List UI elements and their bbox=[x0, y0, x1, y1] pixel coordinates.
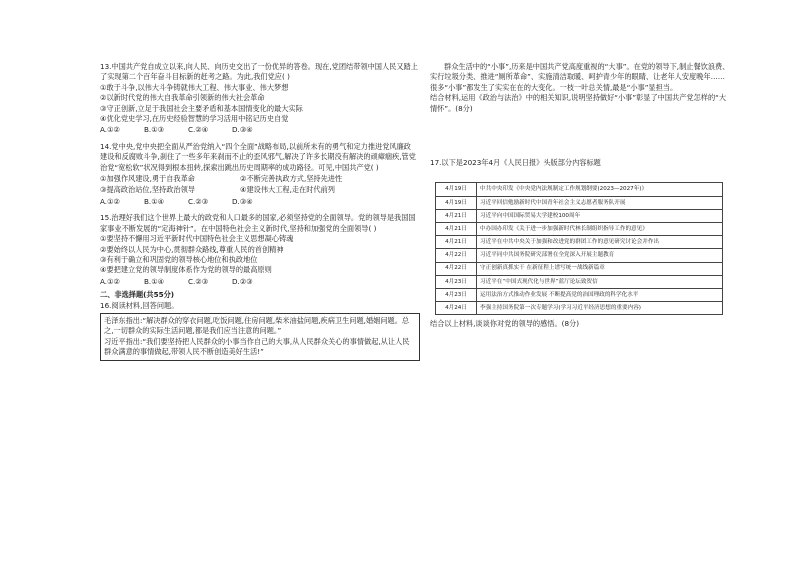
headline-title: 习近平向中国国际贸易大学建校100周年 bbox=[477, 209, 723, 222]
q14-choice-d: D.③④ bbox=[232, 196, 253, 206]
q14-options-row1 bbox=[100, 174, 418, 184]
q14-option-1: ①加强作风建设,勇于自我革命 bbox=[100, 174, 195, 184]
q14-choice-b: B.①④ bbox=[144, 196, 165, 206]
headline-date: 4月19日 bbox=[436, 196, 477, 209]
q15-choice-a: A.①② bbox=[100, 276, 120, 286]
q15-option-3: ③有利于确立和巩固党的领导核心地位和执政地位 bbox=[100, 254, 258, 264]
q13-choice-d: D.③④ bbox=[232, 125, 253, 135]
right-column bbox=[430, 62, 730, 330]
q16-material-box bbox=[100, 313, 420, 361]
q15-option-1: ①要坚持不懈用习近平新时代中国特色社会主义思想凝心铸魂 bbox=[100, 234, 294, 244]
left-column bbox=[100, 62, 418, 361]
headline-table bbox=[435, 182, 723, 315]
table-row bbox=[436, 302, 723, 315]
headline-date: 4月23日 bbox=[436, 288, 477, 301]
headline-title: 中共中央印发《中央党内法规制定工作规划纲要(2023—2027年)》 bbox=[477, 183, 723, 196]
headline-title: 中办国办印发《关于进一步加强新时代林长制组织指导工作的意见》 bbox=[477, 223, 723, 236]
headline-date: 4月23日 bbox=[436, 275, 477, 288]
q13-option-2: ②以新时代党的伟大自我革命引领新的伟大社会革命 bbox=[100, 93, 265, 103]
q15-choice-b: B.①④ bbox=[144, 276, 165, 286]
table-row bbox=[436, 275, 723, 288]
q15-choices bbox=[100, 277, 418, 287]
q14-option-2: ②不断完善执政方式,坚持先进性 bbox=[240, 174, 343, 184]
q16-stem: 16.阅读材料,回答问题。 bbox=[100, 300, 179, 310]
headline-date: 4月21日 bbox=[436, 223, 477, 236]
q15-option-4: ④要把建立党的领导制度体系作为党的领导的最高原则 bbox=[100, 265, 272, 275]
q13-option-3: ③守正创新,立足于我国社会主要矛盾和基本国情变化的最大实际 bbox=[100, 103, 303, 113]
q17-stem: 17.以下是2023年4月《人民日报》头版部分内容标题 bbox=[430, 158, 601, 168]
headline-title: 习近平在中共中央关于加强和改进党的群团工作的意见研究讨论会并作出 bbox=[477, 236, 723, 249]
q16-question: 结合材料,运用《政治与法治》中的相关知识,说明坚持做好“小事”彰显了中国共产党怎样的“大情怀”。(8分) bbox=[430, 93, 727, 113]
headline-date: 4月19日 bbox=[436, 183, 477, 196]
headline-title: 守正创新真抓实干 在新征程上谱写统一战线新篇章 bbox=[477, 262, 723, 275]
q14-stem: 14.党中央,党中央把全面从严治党纳入“四个全面”战略布局,以前所未有的勇气和定力推进党风廉政建设和反腐败斗争,刹住了一些多年来刹而不止的歪风邪气,解决了许多长期没有解决的顽瘴痼疾,管党治党“宽松软”状况得到根本扭转,探索出跳出历史周期率的成功路径。可见,中国共产党( ) bbox=[100, 141, 416, 172]
headline-date: 4月22日 bbox=[436, 249, 477, 262]
q14-choice-c: C.②③ bbox=[188, 196, 209, 206]
q16-material-xi: 习近平指出:“我们要坚持把人民群众的小事当作自己的大事,从人民群众关心的事情做起,从让人民群众满意的事情做起,带领人民不断创造美好生活!” bbox=[104, 336, 410, 357]
q13-choice-b: B.①③ bbox=[144, 125, 165, 135]
headline-title: 李强主持国务院第一次专题学习(学习习近平经济思想的重要内容) bbox=[477, 302, 723, 315]
headline-title: 运用法治方式推动作业发展 不断提高党的治国理政的科学化水平 bbox=[477, 288, 723, 301]
q13-choices bbox=[100, 125, 418, 135]
table-row bbox=[436, 288, 723, 301]
q13-option-4: ④优化党史学习,在历史经验智慧的学习活用中铭记历史自觉 bbox=[100, 114, 289, 124]
headline-date: 4月24日 bbox=[436, 302, 477, 315]
q16-material-continued: 群众生活中的“小事”,历来是中国共产党高度重视的“大事”。在党的领导下,制止餐饮浪费、实行垃圾分类、推进“厕所革命”、实施清洁取暖、呵护青少年的眼睛、让老年人安度晚年……很多“小事”都发生了实实在在的大变化。一枝一叶总关情,最是“小事”显担当。 bbox=[430, 62, 730, 92]
table-row bbox=[436, 262, 723, 275]
q15-choice-c: C.②③ bbox=[188, 276, 209, 286]
q14-options-row2 bbox=[100, 185, 418, 195]
headline-title: 习近平回信勉励新时代中国青年社会主义志愿者服务队开展 bbox=[477, 196, 723, 209]
q14-option-3: ③提高政治站位,坚持政治领导 bbox=[100, 185, 195, 195]
q13-stem: 13.中国共产党自成立以来,向人民、向历史交出了一份优异的答卷。现在,党团结带领中国人民又踏上了实现第二个百年奋斗目标新的赶考之路。为此,我们党应( ) bbox=[100, 62, 418, 82]
headline-title: 习近平同中共国务院研究部署在全党深入开展主题教育 bbox=[477, 249, 723, 262]
table-row bbox=[436, 236, 723, 249]
q16-material-mao: 毛泽东指出:“解决群众的穿衣问题,吃饭问题,住房问题,柴米油盐问题,疾病卫生问题,婚姻问题。总之,一切群众的实际生活问题,都是我们应当注意的问题。” bbox=[104, 315, 410, 336]
q15-choice-d: D.②③ bbox=[232, 276, 253, 286]
q15-stem: 15.治理好我们这个世界上最大的政党和人口最多的国家,必须坚持党的全面领导。党的领导是我国国家事业不断发展的“定海神针”。在中国特色社会主义新时代,坚持和加强党的全面领导( ) bbox=[100, 213, 416, 233]
headline-date: 4月21日 bbox=[436, 236, 477, 249]
q14-option-4: ④建设伟大工程,走在时代前列 bbox=[240, 185, 335, 195]
q17-question: 结合以上材料,谈谈你对党的领导的感悟。(8分) bbox=[430, 319, 580, 329]
section-heading: 二、非选择题(共55分) bbox=[100, 290, 175, 300]
q15-option-2: ②要始终以人民为中心,贯彻群众路线,尊重人民的首创精神 bbox=[100, 244, 284, 254]
table-row bbox=[436, 196, 723, 209]
q14-choice-a: A.①② bbox=[100, 196, 120, 206]
q14-choices bbox=[100, 197, 418, 207]
q13-choice-a: A.①② bbox=[100, 125, 120, 135]
q13-choice-c: C.②④ bbox=[188, 125, 209, 135]
table-row bbox=[436, 223, 723, 236]
table-row bbox=[436, 209, 723, 222]
headline-date: 4月22日 bbox=[436, 262, 477, 275]
headline-title: 习近平在“中国式现代化与世界”蓝厅论坛致贺信 bbox=[477, 275, 723, 288]
headline-date: 4月21日 bbox=[436, 209, 477, 222]
table-row bbox=[436, 183, 723, 196]
table-row bbox=[436, 249, 723, 262]
q13-option-1: ①敢于斗争,以伟大斗争铸就伟大工程、伟大事业、伟大梦想 bbox=[100, 82, 289, 92]
